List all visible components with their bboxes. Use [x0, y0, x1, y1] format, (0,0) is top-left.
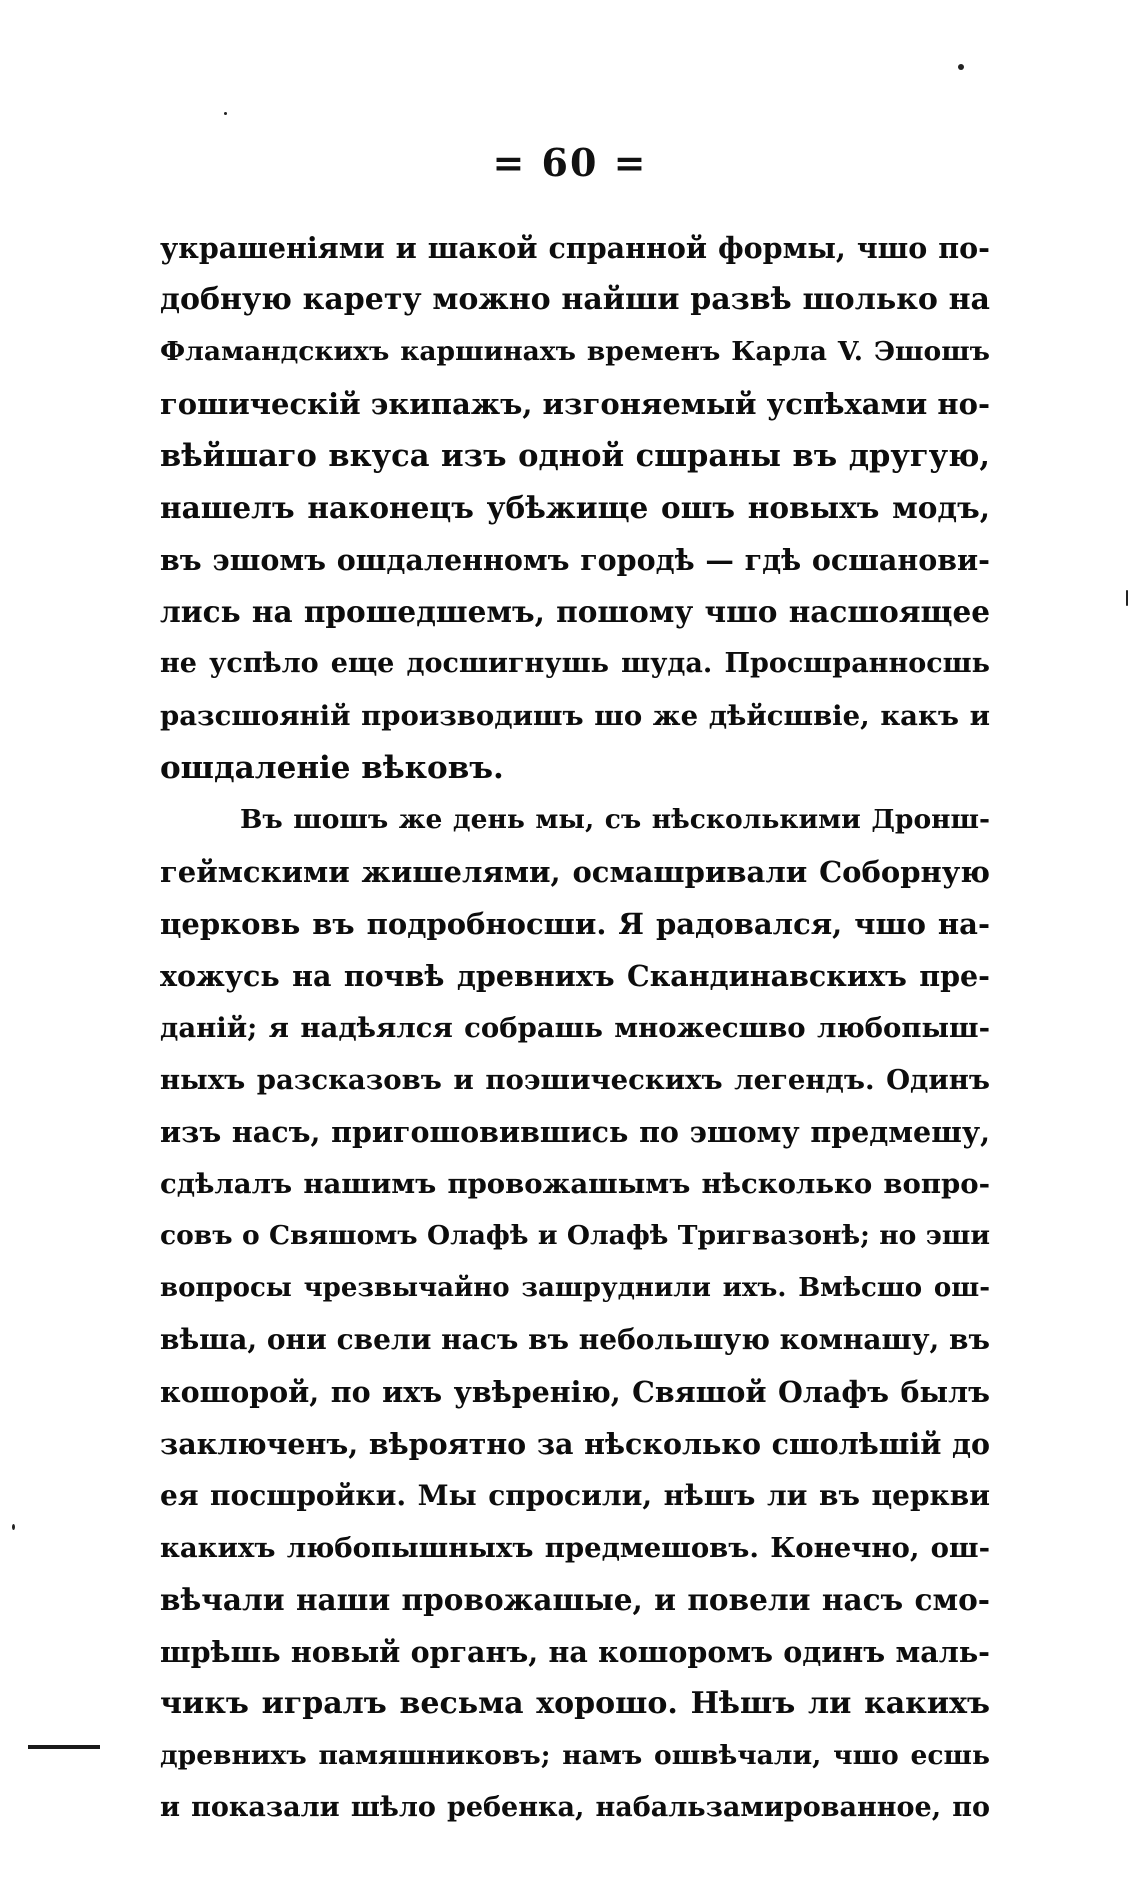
text-line: украшеніями и шакой спранной формы, чшо по- [160, 231, 990, 265]
text-line: въ эшомъ ошдаленномъ городѣ — гдѣ осшанови- [160, 543, 990, 577]
footer-rule [28, 1745, 100, 1749]
text-line: не успѣло еще досшигнушь шуда. Просшранносшь [160, 648, 990, 679]
text-line: хожусь на почвѣ древнихъ Скандинавскихъ пре- [160, 959, 990, 993]
text-line: вѣчали наши провожашые, и повели насъ смо- [160, 1582, 990, 1617]
paragraph-end-line: ошдаленіе вѣковъ. [160, 750, 504, 786]
text-line: нашелъ наконецъ убѣжище ошъ новыхъ модъ, [160, 490, 990, 525]
text-line: вѣйшаго вкуса изъ одной сшраны въ другую, [160, 438, 990, 474]
text-line: совъ о Свяшомъ Олафѣ и Олафѣ Тригвазонѣ; но эши [160, 1220, 990, 1251]
text-line: гошическій экипажъ, изгоняемый успѣхами но- [160, 387, 990, 421]
text-line: церковь въ подробносши. Я радовался, чшо на- [160, 907, 990, 941]
text-line: лись на прошедшемъ, пошому чшо насшоящее [160, 594, 990, 629]
text-line: Фламандскихъ каршинахъ временъ Карла V. Эшошъ [160, 336, 990, 367]
text-line: древнихъ памяшниковъ; намъ ошвѣчали, чшо есшь [160, 1740, 990, 1771]
body-text [160, 222, 990, 1834]
text-line: ея посшройки. Мы спросили, нѣшъ ли въ церкви [160, 1479, 990, 1512]
scan-speck [12, 1524, 15, 1530]
text-line: изъ насъ, пригошовившись по эшому предмешу, [160, 1115, 990, 1149]
text-line: геймскими жишелями, осмашривали Соборную [160, 855, 990, 889]
text-line: заключенъ, вѣроятно за нѣсколько сшолѣшій до [160, 1427, 990, 1461]
text-line: вопросы чрезвычайно зашруднили ихъ. Вмѣсшо ош- [160, 1273, 990, 1303]
text-line: даній; я надѣялся собрашь множесшво любопыш- [160, 1012, 990, 1044]
text-line: и показали шѣло ребенка, набальзамированное, по [160, 1792, 990, 1823]
text-line: чикъ игралъ весьма хорошо. Нѣшъ ли какихъ [160, 1686, 990, 1721]
text-line: разсшояній производишъ шо же дѣйсшвіе, какъ и [160, 700, 990, 732]
page-number: = 60 = [492, 140, 648, 185]
text-line: вѣша, они свели насъ въ небольшую комнашу, въ [160, 1323, 990, 1356]
text-line: ныхъ разсказовъ и поэшическихъ легендъ. Одинъ [160, 1064, 990, 1096]
text-line: какихъ любопышныхъ предмешовъ. Конечно, ош- [160, 1532, 990, 1564]
text-line: шрѣшь новый органъ, на кошоромъ одинъ маль- [160, 1635, 990, 1669]
text-line: добную карету можно найши развѣ шолько на [160, 282, 990, 317]
paragraph-start-line: Въ шошъ же день мы, съ нѣсколькими Дронш- [240, 804, 990, 835]
scan-speck [958, 64, 964, 70]
scan-speck [1126, 590, 1128, 606]
text-line: кошорой, по ихъ увѣренію, Свяшой Олафъ былъ [160, 1375, 990, 1409]
text-line: сдѣлалъ нашимъ провожашымъ нѣсколько вопро- [160, 1168, 990, 1200]
scan-speck [224, 112, 227, 115]
